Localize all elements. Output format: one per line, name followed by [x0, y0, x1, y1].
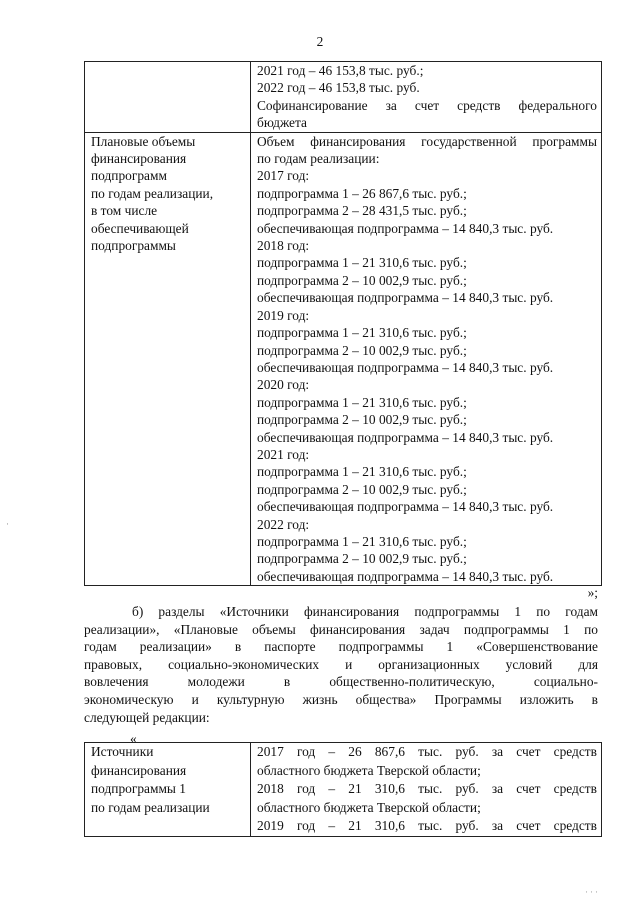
scan-artifact: ···: [585, 887, 600, 897]
text-line: 2019 год:: [257, 307, 310, 323]
scan-artifact: ·: [6, 519, 9, 529]
text-line: подпрограмма 1 – 21 310,6 тыс. руб.;: [257, 325, 467, 341]
paragraph-line: следующей редакции:: [84, 709, 210, 725]
table-cell-label: [85, 743, 251, 837]
table-cell-empty: [85, 62, 251, 133]
paragraph-line: б) разделы «Источники финансирования подпрограммы 1 по годам: [132, 604, 598, 619]
text-line: по годам реализации: [91, 799, 210, 815]
text-line: подпрограмм: [91, 168, 167, 184]
text-line: Софинансирование за счет средств федерального: [257, 97, 597, 113]
text-line: 2021 год:: [257, 446, 310, 462]
text-line: подпрограмма 2 – 10 002,9 тыс. руб.;: [257, 481, 467, 497]
text-line: 2022 год:: [257, 516, 310, 532]
text-line: по годам реализации:: [257, 151, 380, 167]
text-line: Плановые объемы: [91, 133, 196, 149]
text-line: подпрограмма 2 – 10 002,9 тыс. руб.;: [257, 342, 467, 358]
text-line: подпрограмма 1 – 21 310,6 тыс. руб.;: [257, 464, 467, 480]
table-cell: [251, 62, 602, 133]
text-line: обеспечивающая подпрограмма – 14 840,3 тыс. руб.: [257, 359, 554, 375]
table-row: [85, 62, 602, 133]
text-line: обеспечивающая подпрограмма – 14 840,3 тыс. руб.: [257, 290, 554, 306]
text-line: обеспечивающей: [91, 220, 189, 236]
table-cell: [251, 743, 602, 837]
text-line: по годам реализации,: [91, 185, 214, 201]
text-line: 2017 год – 26 867,6 тыс. руб. за счет средств: [257, 744, 597, 759]
text-line: подпрограмма 2 – 10 002,9 тыс. руб.;: [257, 272, 467, 288]
body-paragraph: [84, 603, 598, 726]
text-line: 2020 год:: [257, 377, 310, 393]
text-line: подпрограмма 2 – 10 002,9 тыс. руб.;: [257, 551, 467, 567]
paragraph-line: годам реализации» в паспорте подпрограммы 1 «Совершенствование: [84, 639, 598, 655]
text-line: финансирования: [91, 762, 187, 778]
funding-table: [84, 742, 602, 837]
text-line: 2017 год:: [257, 168, 310, 184]
text-line: подпрограммы: [91, 238, 176, 254]
text-line: 2022 год – 46 153,8 тыс. руб.: [257, 80, 420, 96]
text-line: областного бюджета Тверской области;: [257, 762, 481, 778]
table-row: [85, 743, 602, 837]
text-line: обеспечивающая подпрограмма – 14 840,3 тыс. руб.: [257, 220, 554, 236]
paragraph-line: правовых, социально-экономических и организационных условий для: [84, 656, 598, 672]
text-line: Объем финансирования государственной программы: [257, 133, 597, 149]
table-row: [85, 132, 602, 586]
text-line: подпрограмма 1 – 21 310,6 тыс. руб.;: [257, 533, 467, 549]
text-line: подпрограмма 2 – 28 431,5 тыс. руб.;: [257, 203, 467, 219]
text-line: 2019 год – 21 310,6 тыс. руб. за счет средств: [257, 818, 597, 833]
paragraph-line: вовлечения молодежи в общественно-политическую, социально-: [84, 674, 598, 690]
text-line: 2018 год:: [257, 238, 310, 254]
text-line: подпрограмма 1 – 21 310,6 тыс. руб.;: [257, 394, 467, 410]
text-line: обеспечивающая подпрограмма – 14 840,3 тыс. руб.: [257, 568, 554, 584]
table-cell: [251, 132, 602, 586]
text-line: подпрограмма 1 – 21 310,6 тыс. руб.;: [257, 255, 467, 271]
closing-quote: »;: [587, 585, 598, 600]
text-line: обеспечивающая подпрограмма – 14 840,3 тыс. руб.: [257, 499, 554, 515]
text-line: подпрограммы 1: [91, 781, 186, 796]
text-line: финансирования: [91, 151, 187, 167]
paragraph-line: экономическую и культурную жизнь общества» Программы изложить в: [84, 691, 598, 707]
text-line: областного бюджета Тверской области;: [257, 799, 481, 815]
text-line: бюджета: [257, 115, 307, 131]
paragraph-line: реализации», «Плановые объемы финансирования задач подпрограммы 1 по: [84, 621, 598, 637]
text-line: Источники: [91, 744, 154, 759]
text-line: 2018 год – 21 310,6 тыс. руб. за счет средств: [257, 781, 597, 796]
text-line: подпрограмма 1 – 26 867,6 тыс. руб.;: [257, 185, 467, 201]
opening-quote: «: [130, 731, 137, 746]
page-number: 2: [316, 34, 324, 49]
passport-table: [84, 61, 602, 586]
text-line: обеспечивающая подпрограмма – 14 840,3 тыс. руб.: [257, 429, 554, 445]
text-line: в том числе: [91, 203, 158, 219]
table-cell-label: [85, 132, 251, 586]
text-line: 2021 год – 46 153,8 тыс. руб.;: [257, 63, 424, 78]
text-line: подпрограмма 2 – 10 002,9 тыс. руб.;: [257, 412, 467, 428]
